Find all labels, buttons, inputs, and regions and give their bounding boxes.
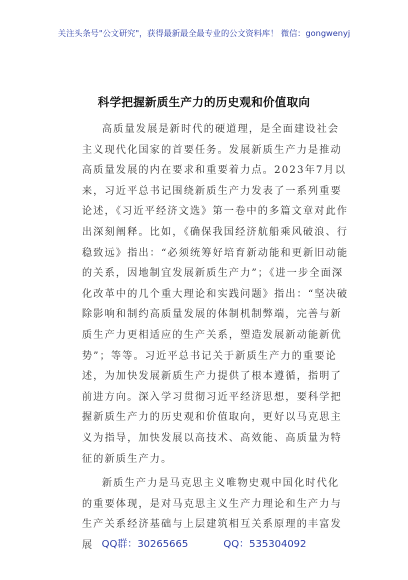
footer-qq: QQ：535304092 xyxy=(223,539,307,550)
header-banner: 关注头条号"公文研究"，获得最新最全最专业的公文资料库！ 微信：gongwenyj xyxy=(57,28,351,38)
footer-qq-group: QQ群：30265665 xyxy=(101,539,189,550)
footer-contact xyxy=(0,535,408,550)
document-title: 科学把握新质生产力的历史观和价值取向 xyxy=(97,95,311,109)
paragraph-2: 新质生产力是马克思主义唯物史观中国化时代化的重要体现，是对马克思主义生产力理论和生产力与生产关系经济基础与上层建筑相互关系原理的丰富发展 xyxy=(82,478,342,551)
paragraph-1: 高质量发展是新时代的硬道理，是全面建设社会主义现代化国家的首要任务。发展新质生产力是推动高质量发展的内在要求和重要着力点。2023年7月以来，习近平总书记围绕新质生产力发表了一系列重要论述，《习近平经济文选》第一卷中的多篇文章对此作出深刻阐释。比如，《确保我国经济航船乘风破浪、行稳致远》指出：“必须统筹好培育新动能和更新旧动能的关系，因地制宜发展新质生产力”；《进一步全面深化改革中的几个重大理论和实践问题》指出：“坚决破除影响和制约高质量发展的体制机制弊端，完善与新质生产力更相适应的生产关系，塑造发展新动能新优势”；等等。习近平总书记关于新质生产力的重要论述，为加快发展新质生产力提供了根本遵循，指明了前进方向。深入学习贯彻习近平经济思想，要科学把握新质生产力的历史观和价值取向，更好以马克思主义为指导，加快发展以高技术、高效能、高质量为特征的新质生产力。 xyxy=(82,124,349,465)
document-body xyxy=(82,120,350,560)
